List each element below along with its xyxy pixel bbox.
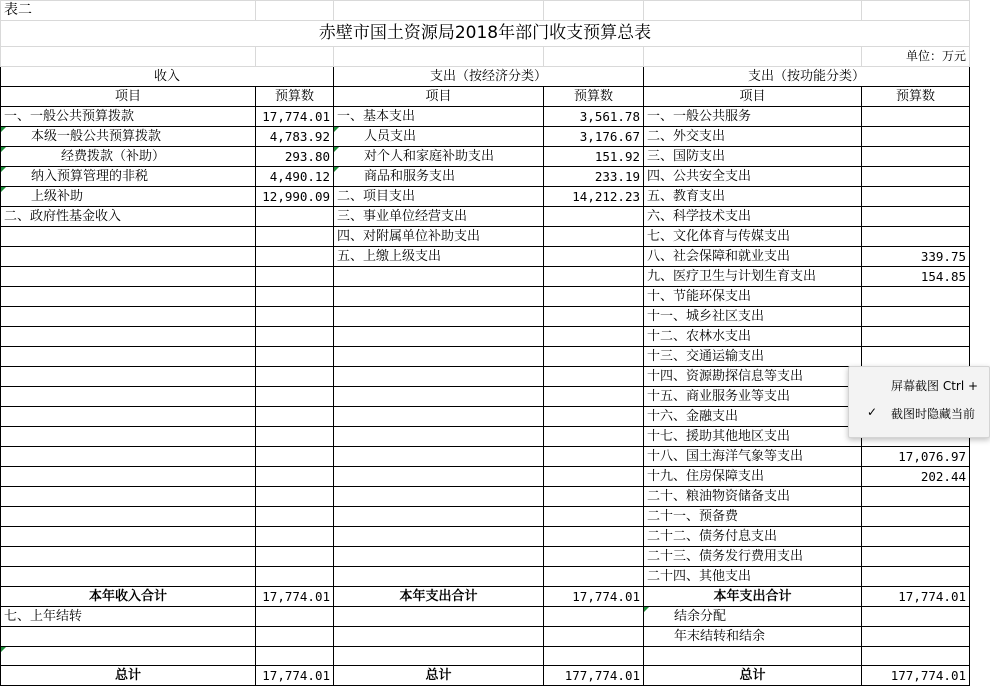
expense-total-label[interactable]: 本年支出合计 xyxy=(334,587,544,607)
econ-budget-cell[interactable]: 14,212.23 xyxy=(544,187,644,207)
func-item-cell[interactable]: 八、社会保障和就业支出 xyxy=(644,247,862,267)
econ-budget-cell[interactable]: 3,561.78 xyxy=(544,107,644,127)
menu-item-screenshot[interactable]: 屏幕截图 Ctrl + xyxy=(891,379,979,393)
econ-item-cell[interactable] xyxy=(334,347,544,367)
surplus-distribution-label[interactable]: 结余分配 xyxy=(644,607,862,627)
grand-income-value[interactable]: 17,774.01 xyxy=(256,666,334,686)
econ-budget-cell[interactable]: 3,176.67 xyxy=(544,127,644,147)
econ-item-cell[interactable]: 一、基本支出 xyxy=(334,107,544,127)
func-item-cell[interactable]: 十、节能环保支出 xyxy=(644,287,862,307)
income-budget-cell[interactable]: 293.80 xyxy=(256,147,334,167)
empty-cell[interactable] xyxy=(862,647,970,666)
table-row xyxy=(1,367,970,387)
income-item-cell[interactable] xyxy=(1,227,256,247)
income-budget-cell[interactable] xyxy=(256,207,334,227)
func-budget-cell[interactable]: 154.85 xyxy=(862,267,970,287)
income-budget-cell[interactable] xyxy=(256,447,334,467)
func-budget-cell[interactable] xyxy=(862,507,970,527)
income-budget-cell[interactable] xyxy=(256,307,334,327)
func-item-cell[interactable]: 二十二、债务付息支出 xyxy=(644,527,862,547)
func-total-value[interactable]: 17,774.01 xyxy=(862,587,970,607)
econ-item-cell[interactable]: 商品和服务支出 xyxy=(334,167,544,187)
carry-over-value[interactable] xyxy=(256,607,334,627)
empty-cell[interactable] xyxy=(644,647,862,666)
income-item-cell[interactable]: 二、政府性基金收入 xyxy=(1,207,256,227)
menu-item-hide-window[interactable]: 截图时隐藏当前 xyxy=(891,407,976,421)
table-row xyxy=(1,567,970,587)
income-total-label[interactable]: 本年收入合计 xyxy=(1,587,256,607)
table-row xyxy=(1,227,970,247)
func-item-cell[interactable]: 十六、金融支出 xyxy=(644,407,862,427)
income-budget-cell[interactable] xyxy=(256,547,334,567)
grand-total-label[interactable]: 总计 xyxy=(334,666,544,686)
income-item-cell[interactable] xyxy=(1,367,256,387)
func-item-cell[interactable]: 五、教育支出 xyxy=(644,187,862,207)
func-item-cell[interactable]: 二、外交支出 xyxy=(644,127,862,147)
income-item-cell[interactable] xyxy=(1,547,256,567)
econ-item-cell[interactable] xyxy=(334,407,544,427)
income-budget-cell[interactable] xyxy=(256,267,334,287)
func-budget-cell[interactable]: 339.75 xyxy=(862,247,970,267)
func-item-cell[interactable]: 九、医疗卫生与计划生育支出 xyxy=(644,267,862,287)
econ-item-cell[interactable] xyxy=(334,307,544,327)
empty-cell[interactable] xyxy=(334,647,544,666)
empty-cell[interactable] xyxy=(1,627,256,647)
income-item-cell[interactable] xyxy=(1,427,256,447)
checkmark-icon: ✓ xyxy=(867,405,878,419)
empty-cell[interactable] xyxy=(544,627,644,647)
econ-budget-cell[interactable] xyxy=(544,507,644,527)
econ-item-cell[interactable]: 二、项目支出 xyxy=(334,187,544,207)
table-row xyxy=(1,527,970,547)
func-item-cell[interactable]: 七、文化体育与传媒支出 xyxy=(644,227,862,247)
econ-budget-cell[interactable] xyxy=(544,287,644,307)
econ-item-cell[interactable] xyxy=(334,287,544,307)
expense-func-header[interactable]: 支出（按功能分类） xyxy=(644,67,970,87)
table-row xyxy=(1,107,970,127)
econ-budget-header[interactable]: 预算数 xyxy=(544,87,644,107)
table-row xyxy=(1,447,970,467)
econ-item-cell[interactable] xyxy=(334,387,544,407)
empty-cell[interactable] xyxy=(334,607,544,627)
income-item-cell[interactable] xyxy=(1,487,256,507)
income-item-cell[interactable] xyxy=(1,467,256,487)
income-item-cell[interactable]: 本级一般公共预算拨款 xyxy=(1,127,256,147)
table-row xyxy=(1,267,970,287)
econ-budget-cell[interactable] xyxy=(544,527,644,547)
econ-item-cell[interactable] xyxy=(334,447,544,467)
func-item-cell[interactable]: 一、一般公共服务 xyxy=(644,107,862,127)
carry-row xyxy=(1,607,970,627)
income-budget-cell[interactable] xyxy=(256,527,334,547)
func-budget-cell[interactable] xyxy=(862,287,970,307)
func-item-cell[interactable]: 十七、援助其他地区支出 xyxy=(644,427,862,447)
income-item-cell[interactable]: 一、一般公共预算拨款 xyxy=(1,107,256,127)
income-budget-cell[interactable]: 4,490.12 xyxy=(256,167,334,187)
income-total-value[interactable]: 17,774.01 xyxy=(256,587,334,607)
econ-budget-cell[interactable] xyxy=(544,447,644,467)
empty-cell[interactable] xyxy=(256,627,334,647)
econ-item-cell[interactable] xyxy=(334,327,544,347)
func-item-header[interactable]: 项目 xyxy=(644,87,862,107)
func-item-cell[interactable]: 十八、国土海洋气象等支出 xyxy=(644,447,862,467)
income-budget-cell[interactable] xyxy=(256,407,334,427)
func-item-cell[interactable]: 四、公共安全支出 xyxy=(644,167,862,187)
empty-cell[interactable] xyxy=(334,627,544,647)
func-item-cell[interactable]: 二十四、其他支出 xyxy=(644,567,862,587)
income-item-header[interactable]: 项目 xyxy=(1,87,256,107)
econ-budget-cell[interactable] xyxy=(544,307,644,327)
table-row xyxy=(1,307,970,327)
table-row xyxy=(1,547,970,567)
func-budget-cell[interactable] xyxy=(862,207,970,227)
carry-over-label[interactable]: 七、上年结转 xyxy=(1,607,256,627)
income-budget-cell[interactable] xyxy=(256,327,334,347)
income-item-cell[interactable] xyxy=(1,307,256,327)
econ-item-cell[interactable]: 三、事业单位经营支出 xyxy=(334,207,544,227)
econ-item-cell[interactable] xyxy=(334,367,544,387)
income-item-cell[interactable] xyxy=(1,447,256,467)
econ-budget-cell[interactable] xyxy=(544,387,644,407)
econ-item-cell[interactable]: 四、对附属单位补助支出 xyxy=(334,227,544,247)
income-budget-cell[interactable] xyxy=(256,227,334,247)
func-budget-cell[interactable] xyxy=(862,167,970,187)
income-budget-cell[interactable] xyxy=(256,347,334,367)
func-budget-cell[interactable] xyxy=(862,107,970,127)
func-budget-cell[interactable] xyxy=(862,327,970,347)
econ-item-cell[interactable] xyxy=(334,267,544,287)
income-item-cell[interactable] xyxy=(1,347,256,367)
income-budget-cell[interactable] xyxy=(256,567,334,587)
income-budget-cell[interactable]: 12,990.09 xyxy=(256,187,334,207)
income-budget-cell[interactable] xyxy=(256,467,334,487)
econ-item-cell[interactable] xyxy=(334,507,544,527)
econ-budget-cell[interactable] xyxy=(544,407,644,427)
func-budget-cell[interactable] xyxy=(862,527,970,547)
econ-item-cell[interactable] xyxy=(334,487,544,507)
unit-label[interactable]: 单位：万元 xyxy=(862,47,970,67)
econ-budget-cell[interactable] xyxy=(544,367,644,387)
expense-econ-header[interactable]: 支出（按经济分类） xyxy=(334,67,644,87)
func-budget-cell[interactable] xyxy=(862,547,970,567)
surplus-distribution-value[interactable] xyxy=(862,607,970,627)
income-budget-cell[interactable] xyxy=(256,387,334,407)
func-item-cell[interactable]: 十五、商业服务业等支出 xyxy=(644,387,862,407)
grand-total-row xyxy=(1,666,970,686)
grand-func-value[interactable]: 177,774.01 xyxy=(862,666,970,686)
grand-total-label[interactable]: 总计 xyxy=(1,666,256,686)
func-budget-cell[interactable] xyxy=(862,127,970,147)
table-row xyxy=(1,347,970,367)
func-item-cell[interactable]: 二十一、预备费 xyxy=(644,507,862,527)
income-budget-cell[interactable] xyxy=(256,367,334,387)
econ-budget-cell[interactable] xyxy=(544,347,644,367)
func-budget-cell[interactable] xyxy=(862,147,970,167)
table-row xyxy=(1,167,970,187)
year-end-carry-label[interactable]: 年末结转和结余 xyxy=(644,627,862,647)
econ-budget-cell[interactable] xyxy=(544,207,644,227)
func-budget-cell[interactable] xyxy=(862,187,970,207)
func-item-cell[interactable]: 二十三、债务发行费用支出 xyxy=(644,547,862,567)
func-budget-cell[interactable]: 202.44 xyxy=(862,467,970,487)
func-budget-cell[interactable] xyxy=(862,227,970,247)
func-budget-cell[interactable] xyxy=(862,487,970,507)
econ-budget-cell[interactable] xyxy=(544,427,644,447)
func-budget-cell[interactable] xyxy=(862,347,970,367)
table-row xyxy=(1,387,970,407)
income-budget-cell[interactable]: 17,774.01 xyxy=(256,107,334,127)
income-item-cell[interactable]: 上级补助 xyxy=(1,187,256,207)
income-item-cell[interactable] xyxy=(1,527,256,547)
econ-budget-cell[interactable] xyxy=(544,487,644,507)
table-row xyxy=(1,467,970,487)
func-item-cell[interactable]: 十四、资源勘探信息等支出 xyxy=(644,367,862,387)
empty-cell[interactable] xyxy=(256,647,334,666)
func-total-label[interactable]: 本年支出合计 xyxy=(644,587,862,607)
totals-row xyxy=(1,587,970,607)
func-item-cell[interactable]: 二十、粮油物资储备支出 xyxy=(644,487,862,507)
econ-budget-cell[interactable] xyxy=(544,547,644,567)
empty-cell[interactable] xyxy=(1,647,256,666)
income-item-cell[interactable] xyxy=(1,507,256,527)
econ-item-cell[interactable]: 五、上缴上级支出 xyxy=(334,247,544,267)
empty-cell[interactable] xyxy=(544,647,644,666)
carry-row xyxy=(1,627,970,647)
table-row xyxy=(1,127,970,147)
income-item-cell[interactable] xyxy=(1,407,256,427)
func-budget-header[interactable]: 预算数 xyxy=(862,87,970,107)
func-budget-cell[interactable] xyxy=(862,307,970,327)
income-budget-cell[interactable]: 4,783.92 xyxy=(256,127,334,147)
func-item-cell[interactable]: 十一、城乡社区支出 xyxy=(644,307,862,327)
econ-item-cell[interactable] xyxy=(334,527,544,547)
table-row xyxy=(1,407,970,427)
table-row xyxy=(1,287,970,307)
income-budget-cell[interactable] xyxy=(256,487,334,507)
income-item-cell[interactable]: 纳入预算管理的非税 xyxy=(1,167,256,187)
income-item-cell[interactable] xyxy=(1,567,256,587)
econ-budget-cell[interactable] xyxy=(544,567,644,587)
year-end-carry-value[interactable] xyxy=(862,627,970,647)
income-item-cell[interactable]: 经费拨款（补助） xyxy=(1,147,256,167)
func-item-cell[interactable]: 十二、农林水支出 xyxy=(644,327,862,347)
econ-item-cell[interactable] xyxy=(334,467,544,487)
table-row xyxy=(1,327,970,347)
screenshot-context-menu xyxy=(848,366,990,438)
table-row xyxy=(1,507,970,527)
econ-budget-cell[interactable] xyxy=(544,467,644,487)
income-budget-cell[interactable] xyxy=(256,427,334,447)
income-item-cell[interactable] xyxy=(1,387,256,407)
table-row xyxy=(1,147,970,167)
func-item-cell[interactable]: 十九、住房保障支出 xyxy=(644,467,862,487)
income-item-cell[interactable] xyxy=(1,247,256,267)
econ-budget-cell[interactable] xyxy=(544,247,644,267)
econ-item-cell[interactable]: 人员支出 xyxy=(334,127,544,147)
table-row xyxy=(1,187,970,207)
income-header[interactable]: 收入 xyxy=(1,67,334,87)
econ-item-cell[interactable] xyxy=(334,427,544,447)
econ-item-cell[interactable] xyxy=(334,547,544,567)
func-item-cell[interactable]: 三、国防支出 xyxy=(644,147,862,167)
blank-row xyxy=(1,647,970,666)
table-row xyxy=(1,247,970,267)
table-row xyxy=(1,207,970,227)
econ-item-header[interactable]: 项目 xyxy=(334,87,544,107)
page-title[interactable]: 赤壁市国土资源局2018年部门收支预算总表 xyxy=(1,21,970,47)
income-item-cell[interactable] xyxy=(1,287,256,307)
sheet-label[interactable]: 表二 xyxy=(1,1,256,21)
expense-total-value[interactable]: 17,774.01 xyxy=(544,587,644,607)
econ-budget-cell[interactable] xyxy=(544,227,644,247)
func-budget-cell[interactable] xyxy=(862,567,970,587)
func-item-cell[interactable]: 六、科学技术支出 xyxy=(644,207,862,227)
econ-budget-cell[interactable] xyxy=(544,327,644,347)
grand-total-label[interactable]: 总计 xyxy=(644,666,862,686)
func-budget-cell[interactable]: 17,076.97 xyxy=(862,447,970,467)
table-row xyxy=(1,487,970,507)
income-budget-header[interactable]: 预算数 xyxy=(256,87,334,107)
func-item-cell[interactable]: 十三、交通运输支出 xyxy=(644,347,862,367)
table-row xyxy=(1,427,970,447)
income-budget-cell[interactable] xyxy=(256,247,334,267)
econ-budget-cell[interactable] xyxy=(544,267,644,287)
econ-budget-cell[interactable]: 151.92 xyxy=(544,147,644,167)
income-item-cell[interactable] xyxy=(1,327,256,347)
econ-item-cell[interactable] xyxy=(334,567,544,587)
income-budget-cell[interactable] xyxy=(256,287,334,307)
grand-expense-value[interactable]: 177,774.01 xyxy=(544,666,644,686)
income-budget-cell[interactable] xyxy=(256,507,334,527)
econ-budget-cell[interactable]: 233.19 xyxy=(544,167,644,187)
income-item-cell[interactable] xyxy=(1,267,256,287)
empty-cell[interactable] xyxy=(544,607,644,627)
econ-item-cell[interactable]: 对个人和家庭补助支出 xyxy=(334,147,544,167)
